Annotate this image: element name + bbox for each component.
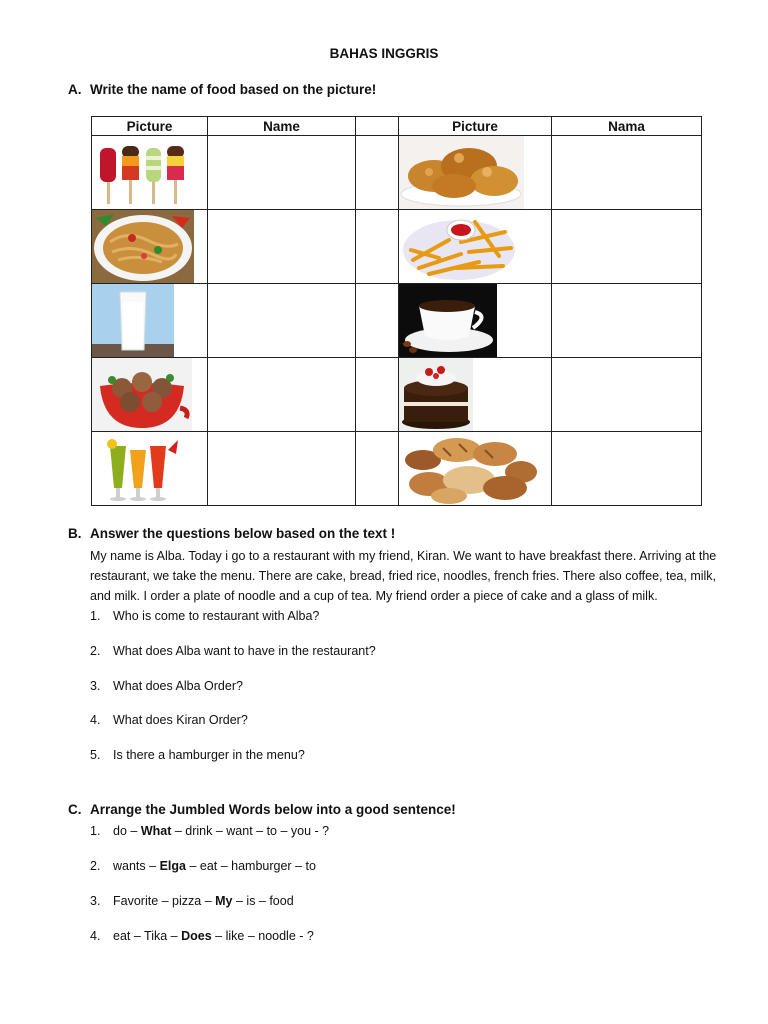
picture-cell: [399, 284, 552, 358]
jumbled-pre: Favorite – pizza –: [113, 894, 216, 908]
header-blank: [356, 117, 399, 136]
spacer-cell: [356, 284, 399, 358]
fruit-juices-image: [92, 432, 192, 505]
jumbled-bold-word: What: [140, 824, 172, 838]
question-number: 1.: [90, 609, 101, 623]
picture-cell: [92, 136, 208, 210]
jumbled-item: [90, 859, 316, 873]
question-text: What does Alba want to have in the restaurant?: [113, 644, 376, 658]
jumbled-post: – like – noodle - ?: [211, 929, 314, 943]
answer-cell[interactable]: [552, 136, 702, 210]
answer-cell[interactable]: [208, 136, 356, 210]
question-item: [90, 679, 243, 693]
table-header-row: [92, 117, 702, 136]
meatballs-image: [92, 358, 192, 431]
table-row: [92, 136, 702, 210]
answer-cell[interactable]: [552, 210, 702, 284]
question-number: 4.: [90, 713, 101, 727]
answer-cell[interactable]: [552, 284, 702, 358]
picture-cell: [399, 358, 552, 432]
food-table: [91, 116, 702, 506]
cup-of-coffee-image: [399, 284, 497, 357]
table-row: [92, 358, 702, 432]
header-picture-right: Picture: [399, 117, 552, 136]
fried-noodles-image: [92, 210, 194, 283]
question-text: Is there a hamburger in the menu?: [113, 748, 305, 762]
section-a-title: Write the name of food based on the picture!: [90, 82, 377, 97]
item-number: 2.: [90, 859, 101, 873]
header-name-left: Name: [208, 117, 356, 136]
jumbled-item: [90, 894, 294, 908]
answer-cell[interactable]: [552, 432, 702, 506]
jumbled-pre: do –: [113, 824, 141, 838]
glass-of-milk-image: [92, 284, 174, 357]
picture-cell: [92, 358, 208, 432]
question-text: What does Alba Order?: [113, 679, 243, 693]
popsicles-image: [92, 138, 192, 208]
section-a-heading: [68, 82, 376, 97]
item-number: 3.: [90, 894, 101, 908]
header-name-right: Nama: [552, 117, 702, 136]
spacer-cell: [356, 136, 399, 210]
picture-cell: [92, 432, 208, 506]
section-c-letter: C.: [68, 802, 82, 817]
section-a-letter: A.: [68, 82, 82, 97]
jumbled-post: – is – food: [232, 894, 294, 908]
question-number: 2.: [90, 644, 101, 658]
jumbled-post: – drink – want – to – you - ?: [171, 824, 330, 838]
question-item: [90, 713, 248, 727]
jumbled-post: – eat – hamburger – to: [185, 859, 316, 873]
answer-cell[interactable]: [208, 432, 356, 506]
section-c-heading: [68, 802, 456, 817]
section-b-heading: [68, 526, 395, 541]
table-row: [92, 432, 702, 506]
section-b-title: Answer the questions below based on the text !: [90, 526, 396, 541]
table-row: [92, 284, 702, 358]
question-number: 3.: [90, 679, 101, 693]
picture-cell: [399, 210, 552, 284]
page-title: BAHAS INGGRIS: [329, 46, 439, 61]
answer-cell[interactable]: [208, 358, 356, 432]
answer-cell[interactable]: [208, 210, 356, 284]
spacer-cell: [356, 210, 399, 284]
item-number: 1.: [90, 824, 101, 838]
jumbled-pre: eat – Tika –: [113, 929, 182, 943]
question-number: 5.: [90, 748, 101, 762]
question-text: What does Kiran Order?: [113, 713, 248, 727]
french-fries-image: [399, 210, 519, 283]
picture-cell: [399, 432, 552, 506]
section-b-letter: B.: [68, 526, 82, 541]
question-item: [90, 609, 319, 623]
jumbled-bold-word: Does: [181, 929, 212, 943]
question-item: [90, 748, 305, 762]
answer-cell[interactable]: [552, 358, 702, 432]
jumbled-bold-word: Elga: [159, 859, 186, 873]
spacer-cell: [356, 358, 399, 432]
question-item: [90, 644, 376, 658]
question-text: Who is come to restaurant with Alba?: [113, 609, 320, 623]
jumbled-item: [90, 824, 329, 838]
chocolate-cake-image: [399, 358, 473, 431]
bread-image: [399, 432, 539, 505]
picture-cell: [399, 136, 552, 210]
picture-cell: [92, 210, 208, 284]
item-number: 4.: [90, 929, 101, 943]
header-picture-left: Picture: [92, 117, 208, 136]
table-row: [92, 210, 702, 284]
jumbled-bold-word: My: [215, 894, 233, 908]
jumbled-item: [90, 929, 314, 943]
answer-cell[interactable]: [208, 284, 356, 358]
jumbled-pre: wants –: [113, 859, 160, 873]
reading-paragraph: My name is Alba. Today i go to a restaurant with my friend, Kiran. We want to have breakfast there. Arriving at the restaurant, we take the menu. There are cake, bread, fried rice, noodles, french fries. There also coffee, tea, milk, and milk. I order a plate of noodle and a cup of tea. My friend order a piece of cake and a glass of milk.: [90, 549, 717, 603]
spacer-cell: [356, 432, 399, 506]
fried-chicken-image: [399, 136, 524, 209]
section-c-title: Arrange the Jumbled Words below into a good sentence!: [90, 802, 456, 817]
picture-cell: [92, 284, 208, 358]
